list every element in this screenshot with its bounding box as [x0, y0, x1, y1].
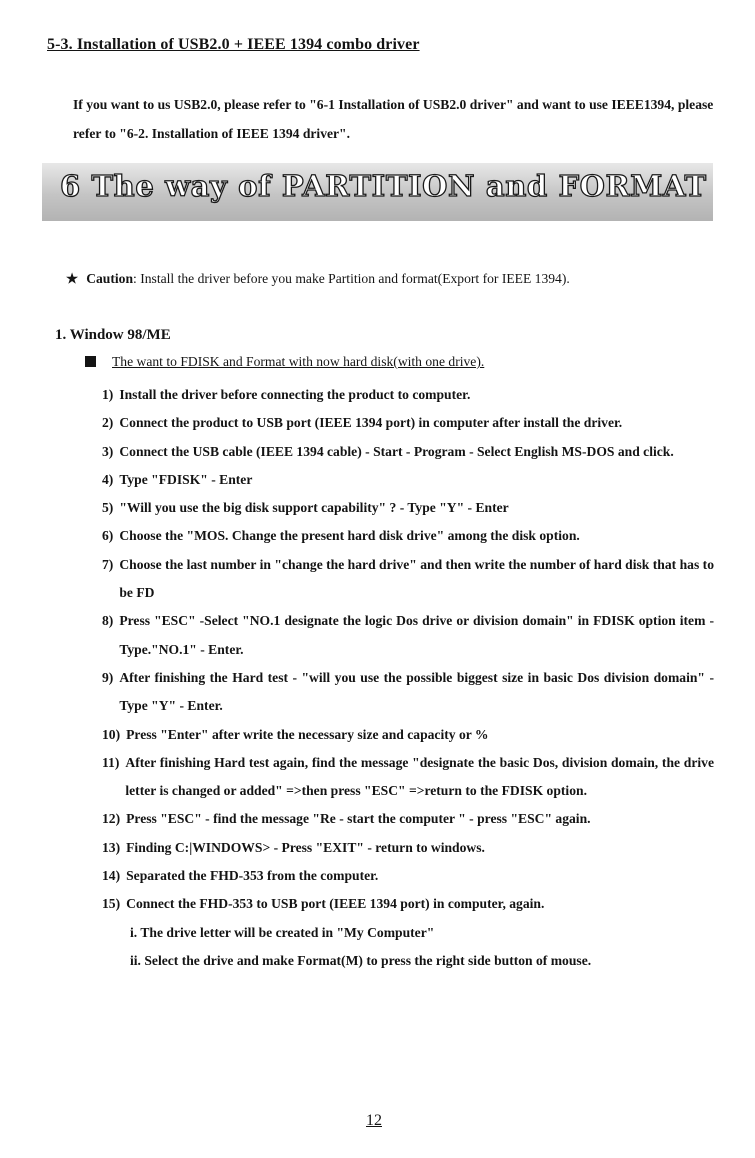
step-number: 6) [102, 528, 114, 544]
step-text: After finishing the Hard test - "will you use the possible biggest size in basic Dos division domain" - Type "Y" - Enter. [119, 669, 714, 714]
sub-step-item: i. The drive letter will be created in "My Computer" [130, 924, 435, 940]
caution-text: : Install the driver before you make Partition and format(Export for IEEE 1394). [133, 271, 570, 286]
step-number: 4) [102, 471, 114, 487]
step-item [102, 721, 714, 749]
step-text: Choose the last number in "change the hard drive" and then write the number of hard disk that has to be FD [119, 556, 714, 601]
step-text: Connect the USB cable (IEEE 1394 cable) - Start - Program - Select English MS-DOS and click. [119, 443, 674, 459]
square-bullet-icon [85, 356, 96, 367]
step-text: Separated the FHD-353 from the computer. [126, 868, 379, 884]
step-item [102, 664, 714, 721]
caution-label: Caution [86, 271, 134, 286]
step-text: "Will you use the big disk support capability" ? - Type "Y" - Enter [119, 500, 509, 516]
step-number: 15) [102, 896, 121, 912]
step-text: Connect the FHD-353 to USB port (IEEE 1394 port) in computer, again. [126, 896, 545, 912]
step-text: Install the driver before connecting the product to computer. [119, 387, 471, 402]
step-item [102, 607, 714, 664]
section-heading: 5-3. Installation of USB2.0 + IEEE 1394 combo driver [47, 36, 420, 53]
bullet-heading-text: The want to FDISK and Format with now hard disk(with one drive). [112, 354, 485, 369]
step-number: 2) [102, 415, 114, 431]
step-text: Choose the "MOS. Change the present hard disk drive" among the disk option. [119, 528, 580, 544]
step-item [102, 834, 714, 862]
steps-list [102, 381, 714, 975]
step-number: 12) [102, 811, 121, 827]
step-item [102, 749, 714, 806]
step-item [102, 466, 714, 494]
step-number: 8) [102, 613, 114, 629]
step-text: Press "Enter" after write the necessary size and capacity or % [126, 726, 489, 742]
step-text: Connect the product to USB port (IEEE 1394 port) in computer after install the driver. [119, 415, 623, 431]
step-item [102, 862, 714, 890]
chapter-banner-title: 6 The way of PARTITION and FORMAT [60, 169, 707, 203]
step-number: 7) [102, 556, 114, 572]
step-item [102, 522, 714, 550]
step-number: 13) [102, 839, 121, 855]
step-text: Press "ESC" - find the message "Re - start the computer " - press "ESC" again. [126, 811, 591, 827]
subsection-title: 1. Window 98/ME [55, 327, 171, 343]
step-text: Type "FDISK" - Enter [119, 471, 253, 487]
step-item [102, 551, 714, 608]
star-icon: ★ [66, 271, 79, 286]
step-number: 10) [102, 726, 121, 742]
step-item [102, 805, 714, 833]
page-number: 12 [366, 1112, 382, 1129]
step-number: 1) [102, 387, 114, 402]
step-number: 3) [102, 443, 114, 459]
step-number: 11) [102, 754, 120, 770]
caution-note [66, 271, 570, 287]
intro-paragraph: If you want to us USB2.0, please refer to "6-1 Installation of USB2.0 driver" and want to use IEEE1394, please refer to "6-2. Installation of IEEE 1394 driver". [73, 97, 714, 141]
step-item [102, 438, 714, 466]
step-item [102, 890, 714, 918]
step-number: 14) [102, 868, 121, 884]
sub-step-item: ii. Select the drive and make Format(M) to press the right side button of mouse. [130, 952, 592, 968]
step-item [102, 494, 714, 522]
step-text: After finishing Hard test again, find the message "designate the basic Dos, division domain, the drive letter is changed or added" =>then press "ESC" =>return to the FDISK option. [125, 754, 714, 799]
step-number: 5) [102, 500, 114, 516]
step-text: Press "ESC" -Select "NO.1 designate the logic Dos drive or division domain" in FDISK option item - Type."NO.1" - Enter. [119, 613, 714, 657]
step-item [102, 409, 714, 437]
step-text: Finding C:|WINDOWS> - Press "EXIT" - return to windows. [126, 839, 485, 855]
step-number: 9) [102, 669, 114, 685]
step-item [102, 381, 714, 409]
bullet-heading [85, 354, 484, 370]
